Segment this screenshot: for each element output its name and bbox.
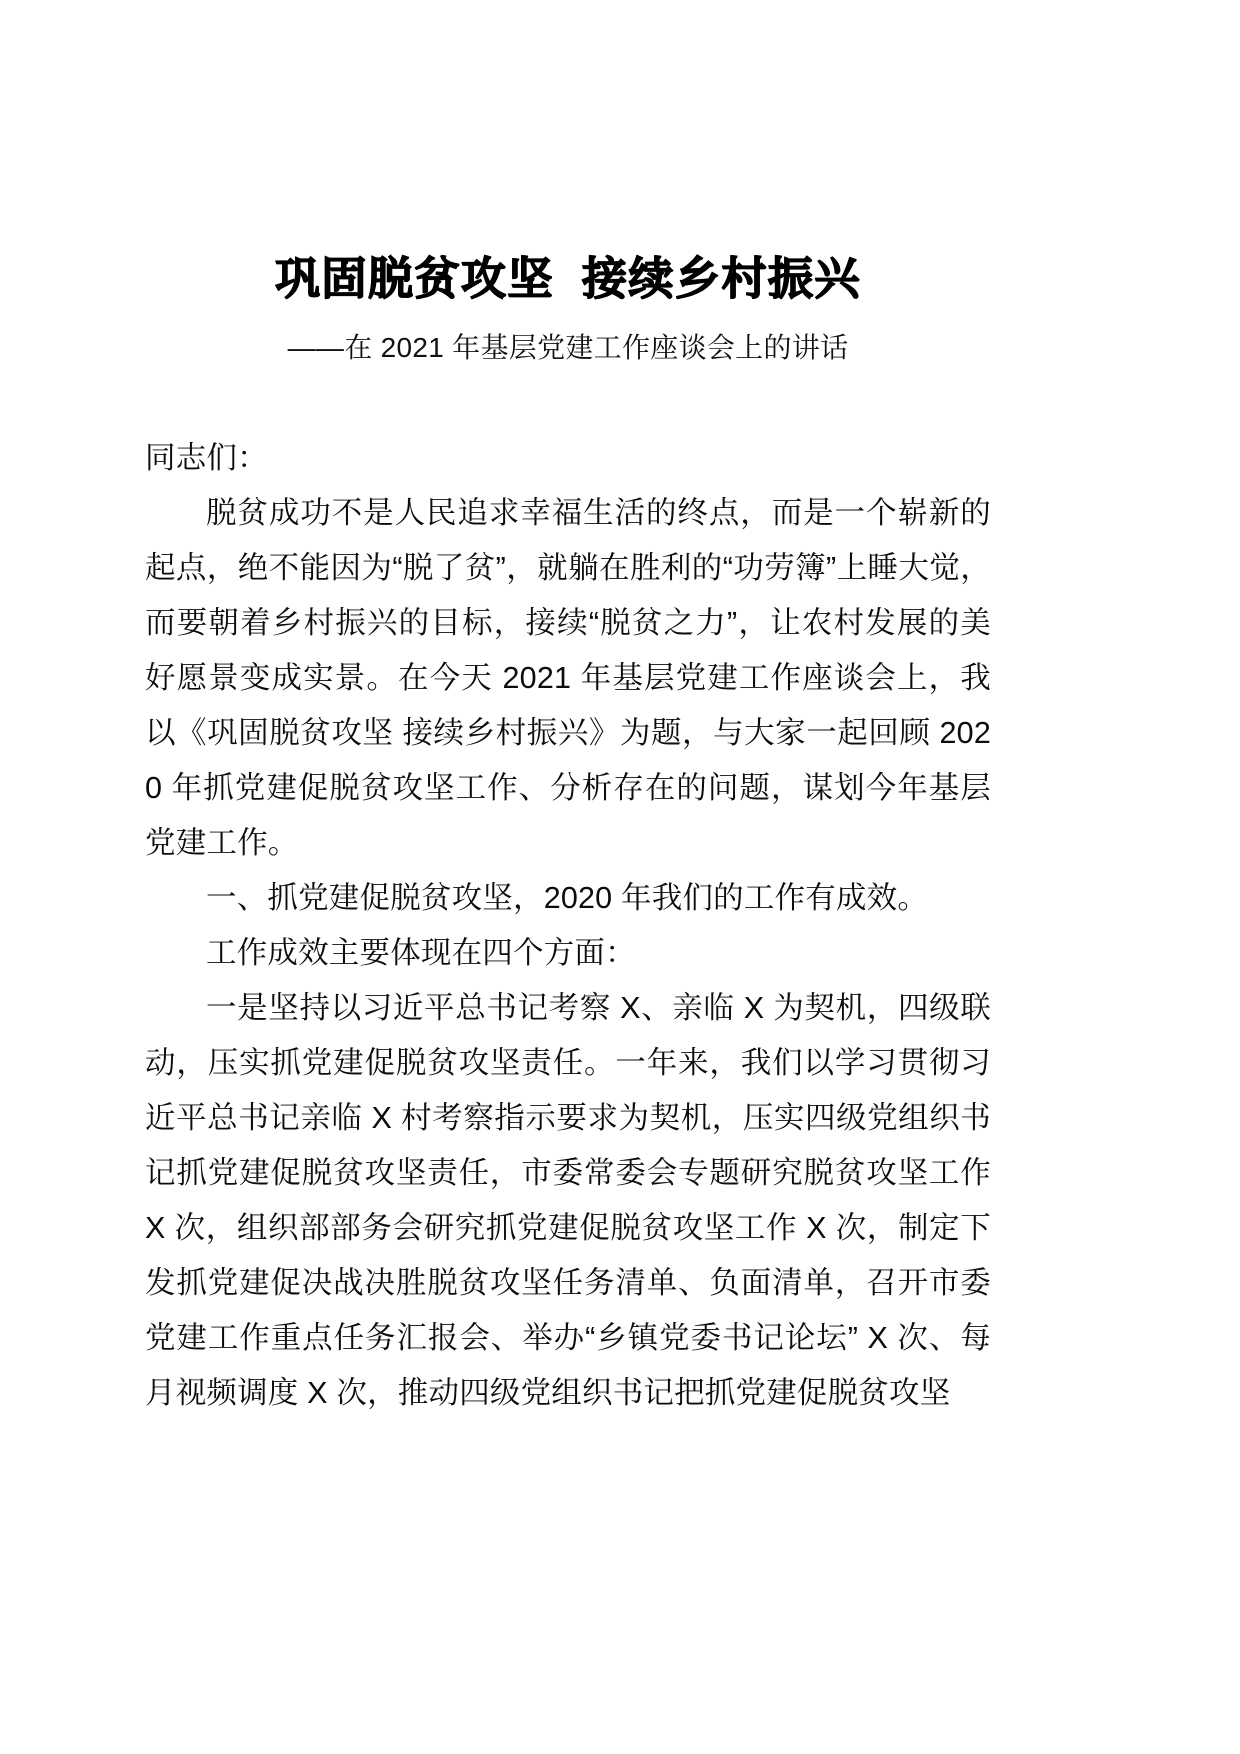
salutation: 同志们： — [145, 440, 268, 475]
body-paragraph: 脱贫成功不是人民追求幸福生活的终点，而是一个崭新的起点，绝不能因为“脱了贫”，就躺在胜利的“功劳簿”上睡大觉，而要朝着乡村振兴的目标，接续“脱贫之力”，让农村发展的美好愿景变成实景。在今天 2021 年基层党建工作座谈会上，我以《巩固脱贫攻坚 接续乡村振兴》为题，与大家一起回顾 2020 年抓党建促脱贫攻坚工作、分析存在的问题，谋划今年基层党建工作。 — [145, 495, 991, 860]
document-body — [145, 367, 991, 1421]
document-subtitle: ——在 2021 年基层党建工作座谈会上的讲话 — [287, 331, 849, 363]
title-block — [145, 0, 991, 367]
body-paragraph: 一是坚持以习近平总书记考察 X、亲临 X 为契机，四级联动，压实抓党建促脱贫攻坚责任。一年来，我们以学习贯彻习近平总书记亲临 X 村考察指示要求为契机，压实四级党组织书记抓党建促脱贫攻坚责任，市委常委会专题研究脱贫攻坚工作 X 次，组织部部务会研究抓党建促脱贫攻坚工作 X 次，制定下发抓党建促决战决胜脱贫攻坚任务清单、负面清单，召开市委党建工作重点任务汇报会、举办“乡镇党委书记论坛” X 次、每月视频调度 X 次，推动四级党组织书记把抓党建促脱贫攻坚 — [145, 990, 991, 1410]
document-content — [145, 0, 991, 1421]
page-title: 巩固脱贫攻坚 接续乡村振兴 — [274, 253, 861, 304]
body-paragraph: 工作成效主要体现在四个方面： — [206, 935, 636, 970]
section-heading-one: 一、抓党建促脱贫攻坚，2020 年我们的工作有成效。 — [206, 880, 929, 915]
